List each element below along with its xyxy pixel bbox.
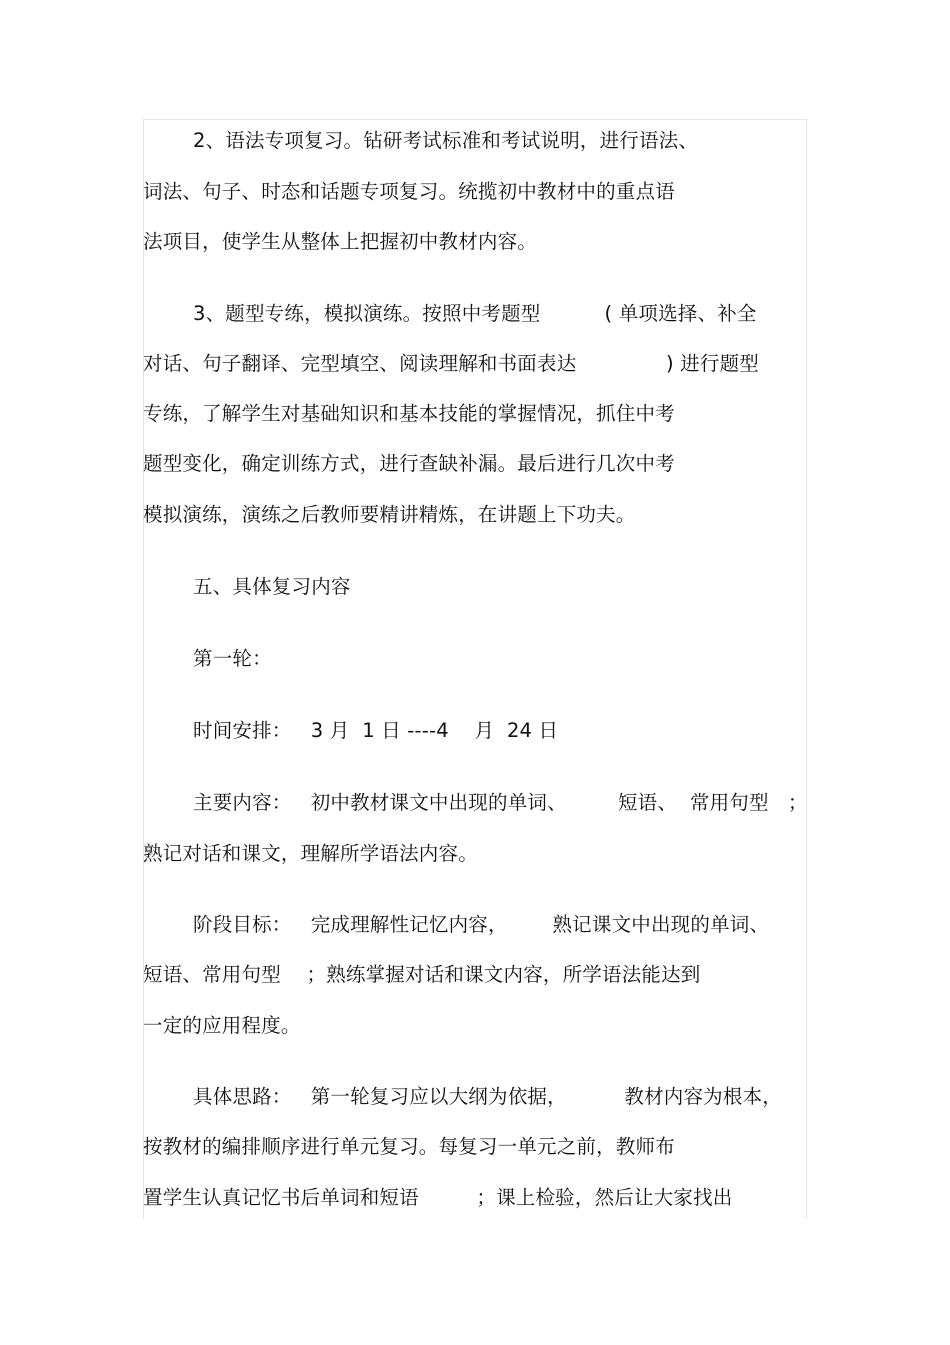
section-heading: 五、具体复习内容 xyxy=(193,575,351,598)
stage-goal-line-3: 一定的应用程度。 xyxy=(143,1014,301,1037)
paragraph-grammar-review-line-1: 2、语法专项复习。钻研考试标准和考试说明，进行语法、 xyxy=(193,129,699,152)
paragraph-question-practice-line-2: 对话、句子翻译、完型填空、阅读理解和书面表达 ) 进行题型 xyxy=(143,352,759,375)
paragraph-question-practice-line-5: 模拟演练，演练之后教师要精讲精炼，在讲题上下功夫。 xyxy=(143,503,636,526)
paragraph-question-practice-line-1: 3、题型专练，模拟演练。按照中考题型 ( 单项选择、补全 xyxy=(193,302,757,325)
approach-line-2: 按教材的编排顺序进行单元复习。每复习一单元之前，教师布 xyxy=(143,1135,675,1158)
stage-goal-line-1: 阶段目标： 完成理解性记忆内容， 熟记课文中出现的单词、 xyxy=(193,913,770,936)
stage-goal-line-2: 短语、常用句型 ；熟练掌握对话和课文内容，所学语法能达到 xyxy=(143,963,701,986)
paragraph-question-practice-line-3: 专练，了解学生对基础知识和基本技能的掌握情况，抓住中考 xyxy=(143,402,675,425)
approach-line-3: 置学生认真记忆书后单词和短语 ；课上检验，然后让大家找出 xyxy=(143,1186,733,1209)
schedule-line: 时间安排： 3 月 1 日 ----4 月 24 日 xyxy=(193,719,559,742)
main-content-line-1: 主要内容： 初中教材课文中出现的单词、 短语、 常用句型 ； xyxy=(193,791,808,814)
main-content-line-2: 熟记对话和课文，理解所学语法内容。 xyxy=(143,842,478,865)
paragraph-question-practice-line-4: 题型变化，确定训练方式，进行查缺补漏。最后进行几次中考 xyxy=(143,452,675,475)
approach-line-1: 具体思路： 第一轮复习应以大纲为依据， 教材内容为根本， xyxy=(193,1085,782,1108)
paragraph-grammar-review-line-3: 法项目，使学生从整体上把握初中教材内容。 xyxy=(143,230,538,253)
paragraph-grammar-review-line-2: 词法、句子、时态和话题专项复习。统揽初中教材中的重点语 xyxy=(143,180,675,203)
round-label: 第一轮： xyxy=(193,647,272,670)
